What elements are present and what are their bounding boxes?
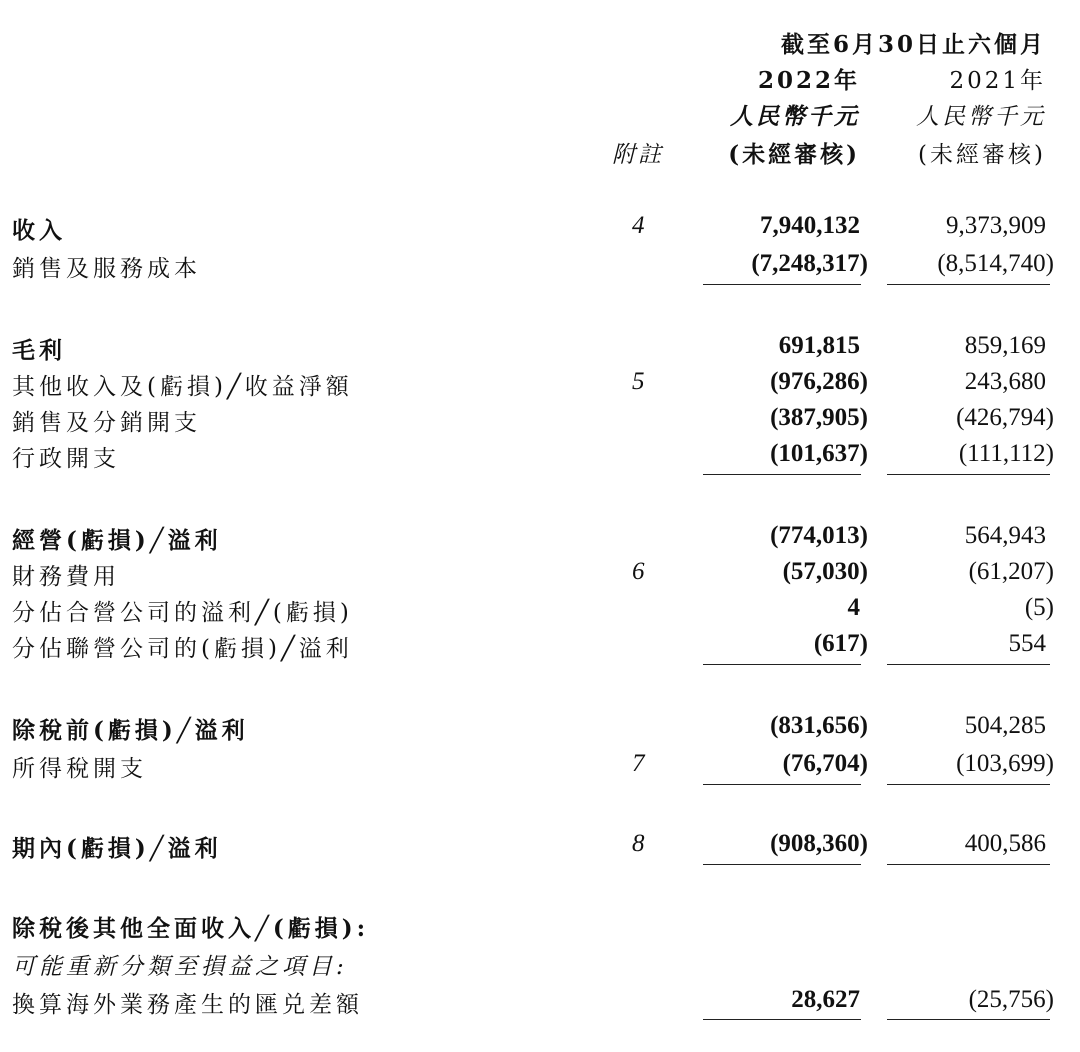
row-label-period-result: 期內(虧損)╱溢利 <box>12 835 222 862</box>
row-prior-selling-expenses: (426,794) <box>956 404 1054 431</box>
row-label-gross-profit: 毛利 <box>12 337 66 364</box>
row-current-pretax-result: (831,656) <box>770 712 868 739</box>
row-current-finance-costs: (57,030) <box>782 558 868 585</box>
row-label-income-tax: 所得稅開支 <box>12 756 147 782</box>
row-label-revenue: 收入 <box>12 217 66 244</box>
year-current-header: 2022年 <box>757 67 860 94</box>
row-note-income-tax: 7 <box>632 750 645 777</box>
subtotal-line-prior <box>887 1019 1050 1020</box>
row-prior-fx-difference: (25,756) <box>968 986 1054 1013</box>
subtotal-line-prior <box>887 474 1050 475</box>
row-current-joint-ventures: 4 <box>847 594 860 621</box>
row-prior-cost-of-sales: (8,514,740) <box>937 250 1054 277</box>
row-prior-period-result: 400,586 <box>964 830 1046 857</box>
subtotal-line-prior <box>887 784 1050 785</box>
row-label-oci-heading: 除稅後其他全面收入╱(虧損): <box>12 915 370 942</box>
row-current-revenue: 7,940,132 <box>760 212 860 239</box>
subtotal-line-current <box>703 664 861 665</box>
period-heading: 截至6月30日止六個月 <box>780 31 1046 58</box>
row-current-fx-difference: 28,627 <box>791 986 860 1013</box>
row-current-admin-expenses: (101,637) <box>770 440 868 467</box>
subtotal-line-current <box>703 474 861 475</box>
row-note-other-income: 5 <box>632 368 645 395</box>
row-label-admin-expenses: 行政開支 <box>12 446 120 472</box>
subtotal-line-current <box>703 1019 861 1020</box>
row-label-selling-expenses: 銷售及分銷開支 <box>12 410 201 436</box>
note-column-header: 附註 <box>612 142 664 168</box>
subtotal-line-current <box>703 284 861 285</box>
row-label-operating-result: 經營(虧損)╱溢利 <box>12 527 222 554</box>
row-prior-revenue: 9,373,909 <box>946 212 1046 239</box>
row-label-cost-of-sales: 銷售及服務成本 <box>12 256 201 282</box>
row-prior-gross-profit: 859,169 <box>964 332 1046 359</box>
row-prior-income-tax: (103,699) <box>956 750 1054 777</box>
row-current-income-tax: (76,704) <box>782 750 868 777</box>
row-note-finance-costs: 6 <box>632 558 645 585</box>
currency-prior-header: 人民幣千元 <box>916 104 1046 130</box>
audit-current-header: (未經審核) <box>728 141 860 168</box>
row-label-fx-difference: 換算海外業務產生的匯兑差額 <box>12 992 363 1018</box>
row-note-revenue: 4 <box>632 212 645 239</box>
audit-prior-header: (未經審核) <box>918 142 1046 168</box>
row-label-other-income: 其他收入及(虧損)╱收益淨額 <box>12 374 353 400</box>
row-label-joint-ventures: 分佔合營公司的溢利╱(虧損) <box>12 600 353 626</box>
row-prior-admin-expenses: (111,112) <box>958 440 1054 467</box>
row-current-associates: (617) <box>813 630 868 657</box>
row-current-selling-expenses: (387,905) <box>770 404 868 431</box>
subtotal-line-prior <box>887 664 1050 665</box>
subtotal-line-prior <box>887 284 1050 285</box>
row-current-gross-profit: 691,815 <box>778 332 860 359</box>
row-note-period-result: 8 <box>632 830 645 857</box>
subtotal-line-current <box>703 864 861 865</box>
row-current-other-income: (976,286) <box>770 368 868 395</box>
subtotal-line-current <box>703 784 861 785</box>
row-prior-other-income: 243,680 <box>964 368 1046 395</box>
row-current-period-result: (908,360) <box>770 830 868 857</box>
year-prior-header: 2021年 <box>949 68 1046 94</box>
row-label-pretax-result: 除稅前(虧損)╱溢利 <box>12 717 249 744</box>
row-label-associates: 分佔聯營公司的(虧損)╱溢利 <box>12 636 353 662</box>
row-prior-associates: 554 <box>1008 630 1046 657</box>
row-prior-operating-result: 564,943 <box>964 522 1046 549</box>
row-current-operating-result: (774,013) <box>770 522 868 549</box>
row-label-finance-costs: 財務費用 <box>12 564 120 590</box>
row-label-oci-subheading: 可能重新分類至損益之項目: <box>12 954 348 980</box>
row-current-cost-of-sales: (7,248,317) <box>751 250 868 277</box>
row-prior-finance-costs: (61,207) <box>968 558 1054 585</box>
currency-current-header: 人民幣千元 <box>730 103 860 130</box>
row-prior-joint-ventures: (5) <box>1024 594 1054 621</box>
subtotal-line-prior <box>887 864 1050 865</box>
row-prior-pretax-result: 504,285 <box>964 712 1046 739</box>
